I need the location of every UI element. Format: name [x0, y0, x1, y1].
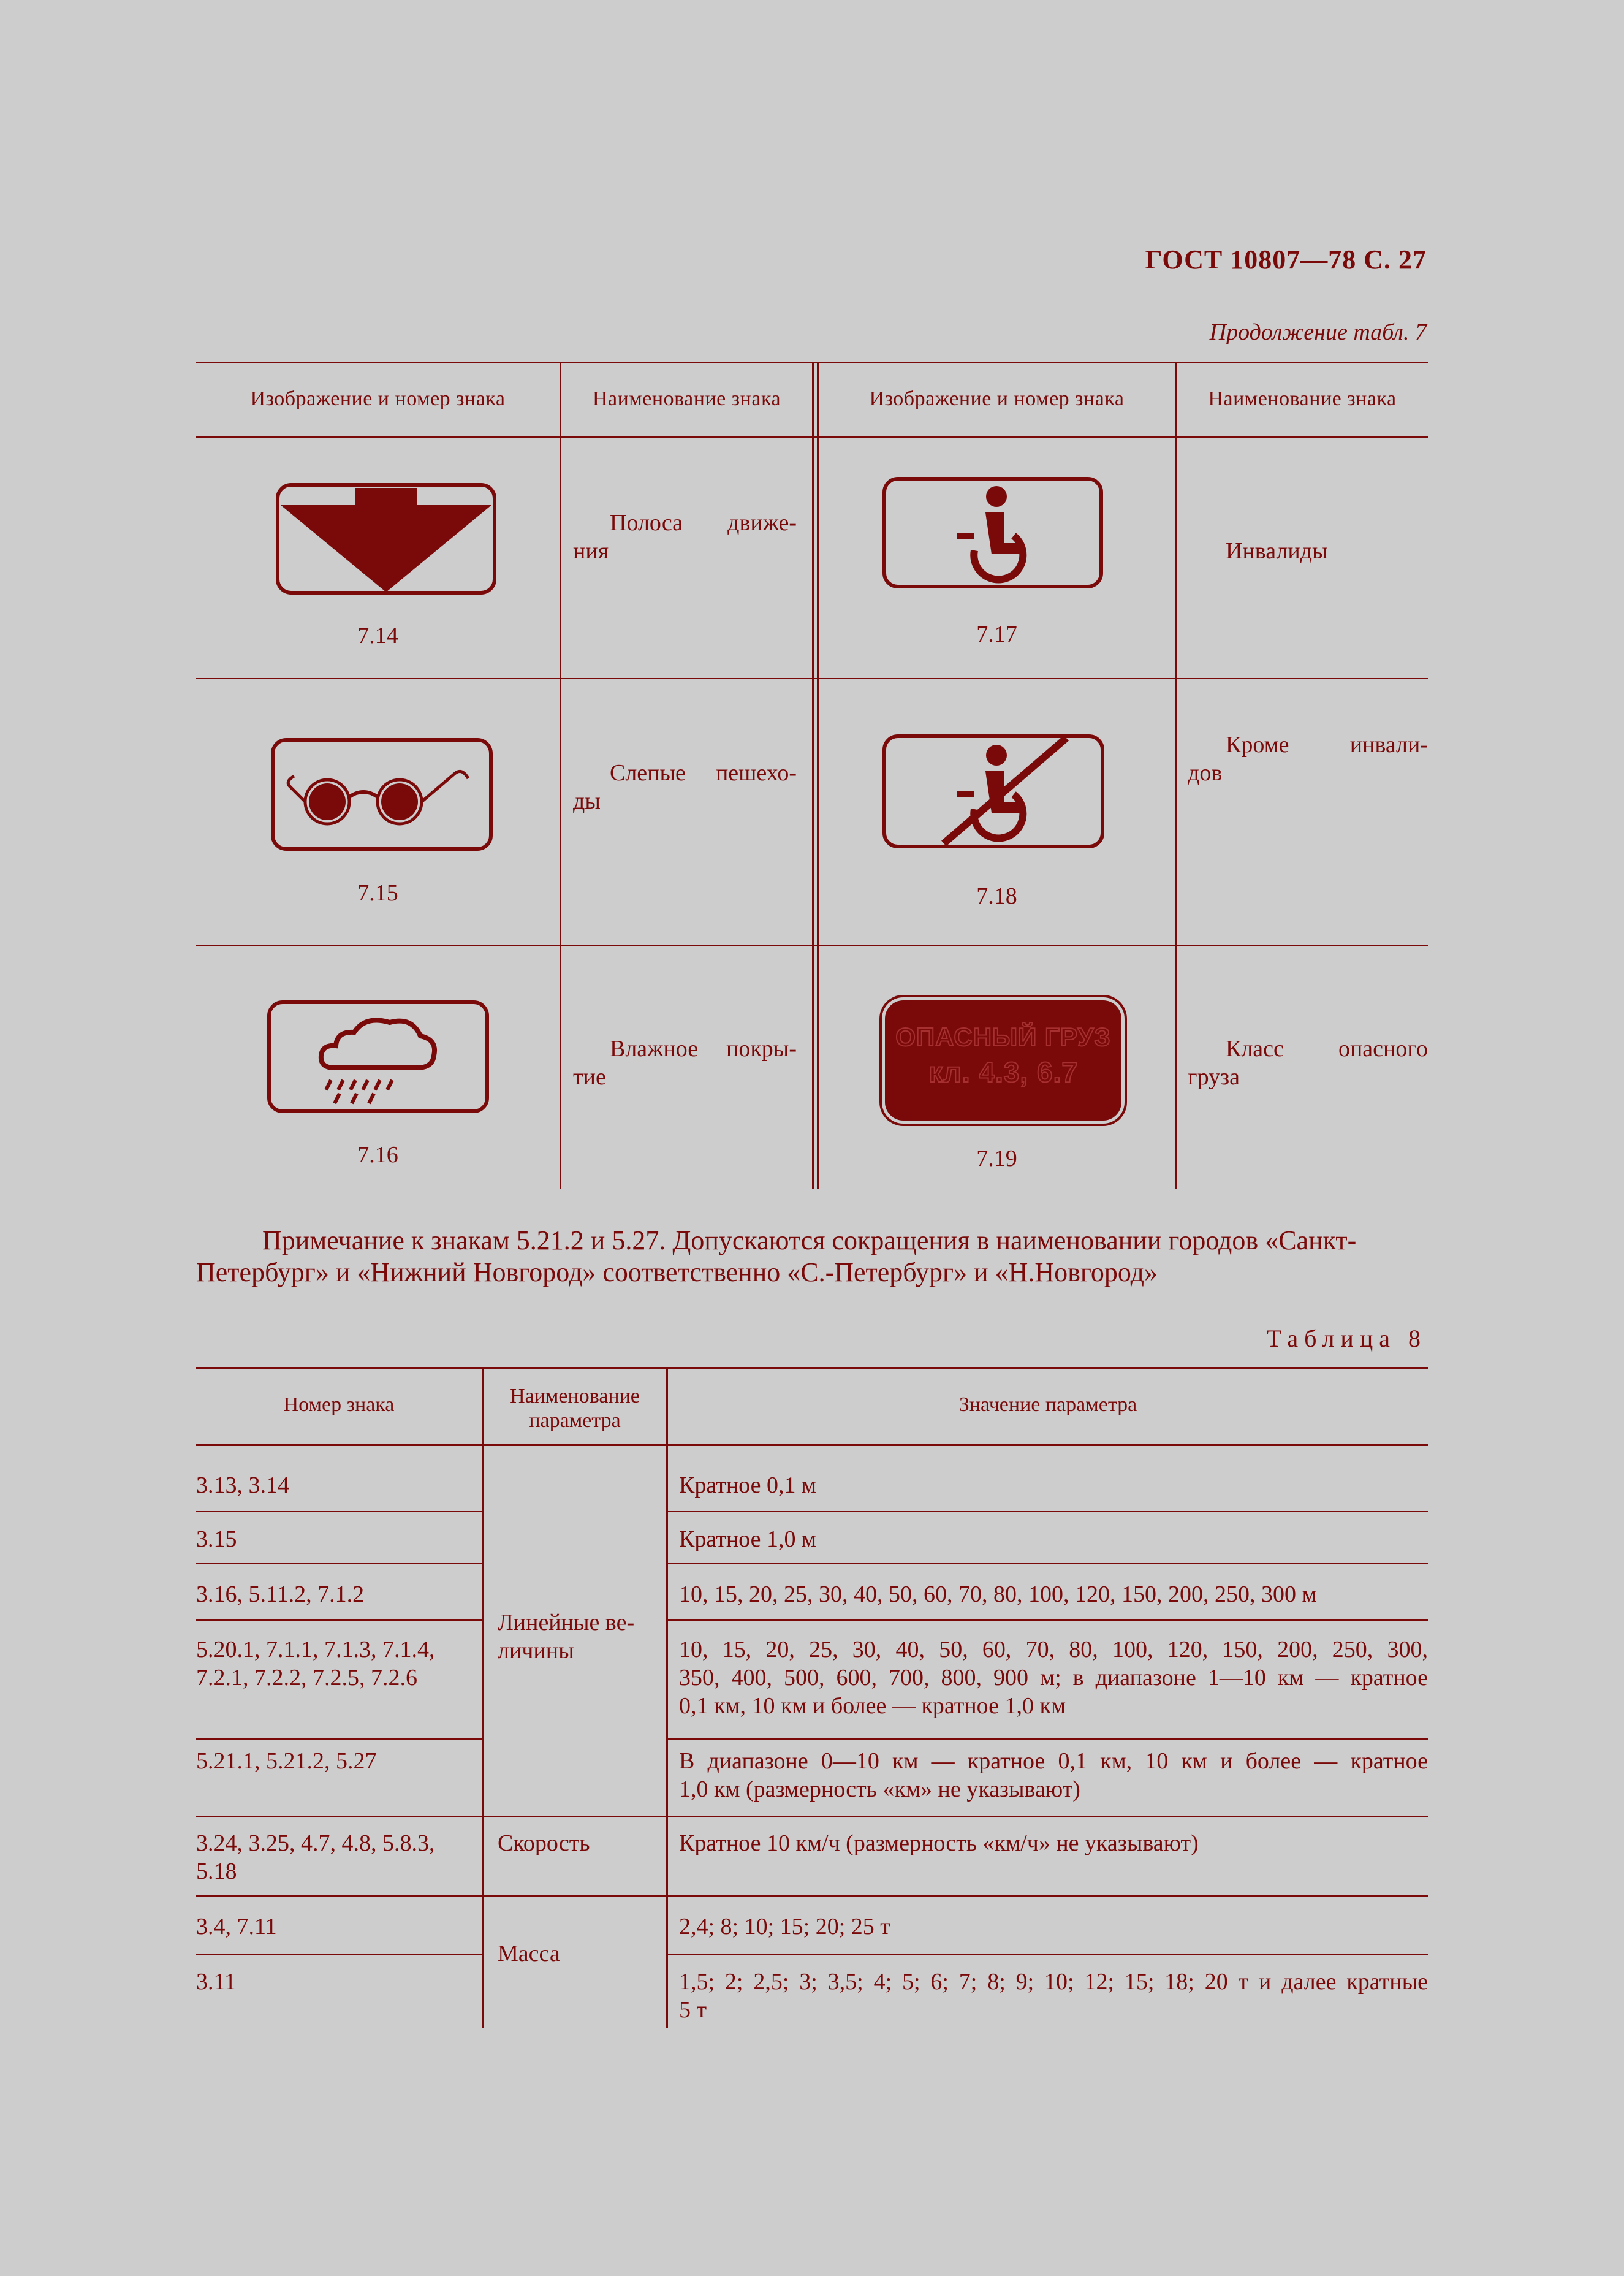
sign-number-7-14: 7.14 — [357, 623, 398, 649]
t8-rule-e — [196, 1816, 1428, 1817]
t7-col1-line — [560, 362, 561, 1189]
sign-name-7-18-line1: Кроме инвали- — [1226, 732, 1428, 758]
t8-group-speed: Скорость — [498, 1830, 590, 1856]
sign-name-7-19-line2: груза — [1188, 1064, 1240, 1090]
t8-group-linear — [498, 1608, 634, 1665]
sign-number-7-16: 7.16 — [357, 1142, 398, 1168]
t8-row6-num — [196, 1829, 435, 1886]
t8-row3-value: 10, 15, 20, 25, 30, 40, 50, 60, 70, 80, 100, 120, 150, 200, 250, 300 м — [679, 1581, 1317, 1607]
t7-col2-line-b — [817, 362, 819, 1189]
t8-row4-num-line1: 5.20.1, 7.1.1, 7.1.3, 7.1.4, — [196, 1637, 435, 1662]
note-line1: Примечание к знакам 5.21.2 и 5.27. Допускаются сокращения в наименовании городов «Санкт- — [262, 1225, 1357, 1255]
t8-col-value: Значение параметра — [958, 1393, 1137, 1416]
t7-col-image-1: Изображение и номер знака — [250, 387, 506, 410]
sign-name-7-17: Инвалиды — [1226, 538, 1328, 564]
sign-number-7-19: 7.19 — [976, 1146, 1017, 1171]
hazard-plate-line1: ОПАСНЫЙ ГРУЗ — [895, 1022, 1111, 1051]
t8-row5-value — [679, 1747, 1428, 1803]
t8-col1-line — [482, 1367, 484, 2028]
t8-header-rule — [196, 1444, 1428, 1446]
t8-row6-value: Кратное 10 км/ч (размерность «км/ч» не указывают) — [679, 1830, 1199, 1856]
t8-row1-value: Кратное 0,1 м — [679, 1472, 817, 1498]
t8-row2-num: 3.15 — [196, 1526, 237, 1552]
glasses-icon — [271, 738, 493, 851]
t8-rule-f — [196, 1895, 1428, 1897]
t8-row4-value-line2: 350, 400, 500, 600, 700, 800, 900 м; в диапазоне 1—10 км — кратное — [679, 1665, 1428, 1691]
page-header: ГОСТ 10807—78 С. 27 — [1145, 245, 1427, 275]
t7-col2-line-a — [812, 362, 814, 1189]
t7-col-name-1: Наименование знака — [592, 387, 781, 410]
t8-row6-num-line1: 3.24, 3.25, 4.7, 4.8, 5.8.3, — [196, 1830, 435, 1856]
t8-rule-a2 — [667, 1511, 1428, 1512]
t8-col2-line — [666, 1367, 668, 2028]
t8-rule-b2 — [667, 1563, 1428, 1564]
no-wheelchair-icon — [882, 734, 1104, 848]
t8-row1-num: 3.13, 3.14 — [196, 1472, 289, 1498]
sign-number-7-17: 7.17 — [976, 622, 1017, 647]
wheelchair-icon — [882, 477, 1103, 588]
t8-rule-b1 — [196, 1563, 482, 1564]
sign-name-7-14-line1: Полоса движе- — [610, 510, 797, 536]
t8-row2-value: Кратное 1,0 м — [679, 1526, 817, 1552]
t8-row8-value — [679, 1968, 1428, 2024]
t8-row8-value-line1: 1,5; 2; 2,5; 3; 3,5; 4; 5; 6; 7; 8; 9; 10; 12; 15; 18; 20 т и далее кратные — [679, 1969, 1428, 1995]
t7-col3-line — [1175, 362, 1177, 1189]
table-continuation: Продолжение табл. 7 — [1209, 319, 1427, 345]
hazard-plate-line2: кл. 4.3, 6.7 — [928, 1056, 1078, 1088]
t8-group-linear-line1: Линейные ве- — [498, 1610, 635, 1635]
sign-name-7-15-line1: Слепые пешехо- — [610, 760, 797, 786]
arrow-down-sign-icon — [276, 483, 496, 595]
note-line2: Петербург» и «Нижний Новгород» соответственно «С.-Петербург» и «Н.Новгород» — [196, 1257, 1158, 1287]
t8-row5-value-line1: В диапазоне 0—10 км — кратное 0,1 км, 10 км и более — кратное — [679, 1748, 1428, 1774]
t8-rule-d1 — [196, 1738, 482, 1740]
t8-row3-num: 3.16, 5.11.2, 7.1.2 — [196, 1581, 365, 1607]
t8-row4-num — [196, 1635, 435, 1692]
t7-col-image-2: Изображение и номер знака — [869, 387, 1125, 410]
t8-row6-num-line2: 5.18 — [196, 1859, 237, 1884]
t8-row4-value — [679, 1635, 1428, 1720]
t7-col-name-2: Наименование знака — [1208, 387, 1397, 410]
t8-row7-value: 2,4; 8; 10; 15; 20; 25 т — [679, 1914, 890, 1939]
t8-group-linear-line2: личины — [498, 1638, 574, 1664]
t8-row5-value-line2: 1,0 км (размерность «км» не указывают) — [679, 1776, 1080, 1802]
t8-row4-num-line2: 7.2.1, 7.2.2, 7.2.5, 7.2.6 — [196, 1665, 417, 1691]
t8-rule-c1 — [196, 1619, 482, 1621]
t8-row4-value-line1: 10, 15, 20, 25, 30, 40, 50, 60, 70, 80, 100, 120, 150, 200, 250, 300, — [679, 1637, 1428, 1662]
t8-row5-num: 5.21.1, 5.21.2, 5.27 — [196, 1748, 377, 1774]
t8-rule-a1 — [196, 1511, 482, 1512]
t8-top-rule — [196, 1367, 1428, 1369]
rain-cloud-icon — [267, 1000, 489, 1113]
t8-rule-c2 — [667, 1619, 1428, 1621]
sign-number-7-15: 7.15 — [357, 880, 398, 906]
sign-name-7-19-line1: Класс опасного — [1226, 1036, 1428, 1062]
t8-col-number: Номер знака — [283, 1393, 395, 1416]
t8-col-parameter: Наименование параметра — [510, 1385, 640, 1432]
sign-name-7-16-line1: Влажное покры- — [610, 1036, 797, 1062]
t8-row7-num: 3.4, 7.11 — [196, 1914, 277, 1939]
t8-rule-d2 — [667, 1738, 1428, 1740]
t8-row4-value-line3: 0,1 км, 10 км и более — кратное 1,0 км — [679, 1693, 1066, 1719]
t8-rule-g2 — [667, 1954, 1428, 1955]
t8-row8-num: 3.11 — [196, 1969, 237, 1995]
t8-rule-g1 — [196, 1954, 482, 1955]
table8-title: Таблица 8 — [1266, 1325, 1427, 1352]
sign-number-7-18: 7.18 — [976, 883, 1017, 909]
sign-name-7-18-line2: дов — [1188, 760, 1223, 786]
sign-name-7-14-line2: ния — [573, 538, 609, 564]
hazard-plate-icon — [885, 1000, 1121, 1121]
sign-name-7-16-line2: тие — [573, 1064, 606, 1090]
sign-name-7-15-line2: ды — [573, 788, 601, 814]
t8-group-mass: Масса — [498, 1941, 560, 1966]
t8-row8-value-line2: 5 т — [679, 1997, 707, 2023]
